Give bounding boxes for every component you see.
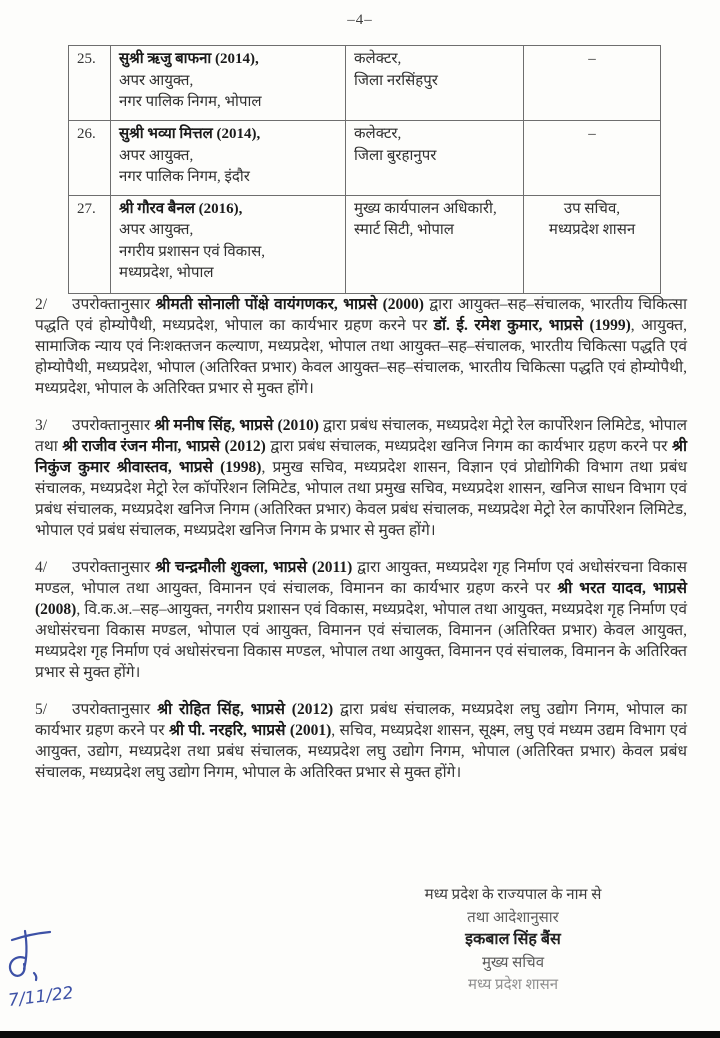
signature-stroke-tail xyxy=(34,973,36,980)
officer-name: सुश्री भव्या मित्तल (2014), xyxy=(119,126,261,142)
officer-name-run: श्री चन्द्रमौली शुक्ला, भाप्रसे (2011) xyxy=(155,559,353,576)
text-run: द्वारा प्रबंध संचालक, मध्यप्रदेश खनिज निगम का कार्यभार ग्रहण करने पर xyxy=(265,438,672,455)
officer-line: नगर पालिक निगम, इंदौर xyxy=(119,169,250,185)
posting-line: मुख्य कार्यपालन अधिकारी, xyxy=(354,200,497,217)
officer-line: अपर आयुक्त, xyxy=(119,147,194,164)
order-paragraph xyxy=(35,415,687,541)
text-run: उपरोक्तानुसार xyxy=(72,296,156,313)
posting-line: जिला नरसिंहपुर xyxy=(354,72,438,89)
officer-name-run: श्री भरत यादव, भाप्रसे (2008) xyxy=(35,580,688,618)
text-run: द्वारा प्रबंध संचालक, मध्यप्रदेश लघु उद्योग निगम, भोपाल का कार्यभार ग्रहण करने पर xyxy=(35,701,687,739)
table-row xyxy=(69,46,661,121)
paragraph-number: 5/ xyxy=(35,701,48,718)
officers-table xyxy=(68,45,661,294)
text-run: उपरोक्तानुसार xyxy=(72,559,156,576)
page-number: –4– xyxy=(347,12,373,28)
cell-serial: 26. xyxy=(69,121,111,196)
signatory-name: इकबाल सिंह बैंस xyxy=(465,931,561,948)
posting-line: कलेक्टर, xyxy=(354,126,402,142)
officer-name-run: श्री पी. नरहरि, भाप्रसे (2001) xyxy=(168,722,332,739)
remarks-line: उप सचिव, xyxy=(563,200,621,217)
officer-line: अपर आयुक्त, xyxy=(119,222,194,238)
cell-officer xyxy=(111,121,346,196)
officer-name-run: श्री निकुंज कुमार श्रीवास्तव, भाप्रसे (1998) xyxy=(35,438,687,476)
cell-posting xyxy=(346,121,524,196)
cell-serial: 25. xyxy=(69,46,111,121)
text-run: , सचिव, मध्यप्रदेश शासन, सूक्ष्म, लघु एवं मध्यम उद्यम विभाग एवं आयुक्त, उद्योग, मध्यप्रदेश तथा प्रबंध संचालक, मध्यप्रदेश लघु उद्योग निगम, भोपाल (अतिरिक्त प्रभार) केवल प्रबंध संचालक, मध्यप्रदेश लघु उद्योग निगम, भोपाल के अतिरिक्त प्रभार से मुक्त होंगे। xyxy=(35,722,687,781)
cell-officer xyxy=(111,46,346,121)
text-run: उपरोक्तानुसार xyxy=(72,417,155,434)
text-run: , प्रमुख सचिव, मध्यप्रदेश शासन, विज्ञान एवं प्रोद्योगिकी विभाग तथा प्रबंध संचालक, मध्यप्रदेश मेट्रो रेल कॉर्पोरेशन लिमिटेड, भोपाल तथा प्रमुख सचिव, मध्यप्रदेश शासन, खनिज साधन विभाग एवं प्रबंध संचालक, मध्यप्रदेश खनिज निगम (अतिरिक्त प्रभार) केवल प्रबंध संचालक, मध्यप्रदेश मेट्रो रेल कार्पोरेशन लिमिटेड, भोपाल एवं प्रबंध संचालक, मध्यप्रदेश खनिज निगम के प्रभार से मुक्त होंगे। xyxy=(35,459,687,539)
signature-stroke-loop xyxy=(10,957,25,976)
order-paragraph xyxy=(35,699,687,783)
remarks-line: मध्यप्रदेश शासन xyxy=(548,222,636,238)
signature-block xyxy=(363,884,663,997)
cell-remarks xyxy=(524,46,661,121)
officer-line: मध्यप्रदेश, भोपाल xyxy=(119,265,214,281)
officer-line: नगरीय प्रशासन एवं विकास, xyxy=(119,243,265,260)
officer-name-run: श्री मनीष सिंह, भाप्रसे (2010) xyxy=(154,417,319,434)
cell-officer xyxy=(111,195,346,293)
signature-stroke-topbar xyxy=(12,932,50,940)
handwritten-date: 7/11/22 xyxy=(7,983,75,1011)
signature-order-line: तथा आदेशानुसार xyxy=(467,909,559,926)
text-run: , वि.क.अ.–सह–आयुक्त, नगरीय प्रशासन एवं विकास, मध्यप्रदेश, भोपाल तथा आयुक्त, मध्यप्रदेश गृह निर्माण एवं अधोसंरचना विकास मण्डल, भोपाल एवं आयुक्त, विमानन एवं संचालक, विमानन (अतिरिक्त प्रभार) केवल आयुक्त, मध्यप्रदेश गृह निर्माण एवं अधोसंरचना विकास मण्डल, भोपाल तथा आयुक्त, विमानन एवं संचालक, विमानन के अतिरिक्त प्रभार से मुक्त होंगे। xyxy=(35,601,687,681)
posting-line: कलेक्टर, xyxy=(354,51,402,67)
order-paragraph xyxy=(35,557,687,683)
table-row xyxy=(69,195,661,293)
scan-bottom-bar xyxy=(0,1031,720,1038)
cell-posting xyxy=(346,195,524,293)
text-run: उपरोक्तानुसार xyxy=(72,701,158,718)
officer-name: श्री गौरव बैनल (2016), xyxy=(119,200,243,217)
handwritten-signature xyxy=(2,918,102,1018)
officer-name: सुश्री ऋजु बाफना (2014), xyxy=(119,51,259,67)
cell-remarks xyxy=(524,121,661,196)
text-run: द्वारा आयुक्त–सह–संचालक, भारतीय चिकित्सा पद्धति एवं होम्योपैथी, मध्यप्रदेश, भोपाल का कार्यभार ग्रहण करने पर xyxy=(35,296,687,334)
order-paragraphs xyxy=(35,294,687,799)
text-run: द्वारा प्रबंध संचालक, मध्यप्रदेश मेट्रो रेल कार्पोरेशन लिमिटेड, भोपाल तथा xyxy=(35,417,687,455)
officers-table-body xyxy=(69,46,661,294)
officer-name-run: श्री राजीव रंजन मीना, भाप्रसे (2012) xyxy=(62,438,266,455)
officer-line: अपर आयुक्त, xyxy=(119,72,194,89)
officer-name-run: श्रीमती सोनाली पोंक्षे वायंगणकर, भाप्रसे (2000) xyxy=(155,296,424,313)
cell-remarks xyxy=(524,195,661,293)
remarks-line: – xyxy=(588,51,596,67)
posting-line: स्मार्ट सिटी, भोपाल xyxy=(354,222,454,238)
text-run: द्वारा आयुक्त, मध्यप्रदेश गृह निर्माण एवं अधोसंरचना विकास मण्डल, भोपाल तथा आयुक्त, विमानन एवं संचालक, विमानन का कार्यभार ग्रहण करने पर xyxy=(35,559,687,597)
cell-posting xyxy=(346,46,524,121)
signature-authority-line: मध्य प्रदेश के राज्यपाल के नाम से xyxy=(424,887,602,903)
order-paragraph xyxy=(35,294,687,399)
remarks-line: – xyxy=(588,126,596,142)
text-run: , आयुक्त, सामाजिक न्याय एवं निःशक्तजन कल्याण, मध्यप्रदेश, भोपाल तथा आयुक्त–सह–संचालक, भारतीय चिकित्सा पद्धति एवं होम्योपैथी, मध्यप्रदेश, भोपाल (अतिरिक्त प्रभार) केवल आयुक्त–सह–संचालक, भारतीय चिकित्सा पद्धति एवं होम्योपैथी, मध्यप्रदेश, भोपाल के अतिरिक्त प्रभार से मुक्त होंगे। xyxy=(35,317,687,397)
paragraph-number: 2/ xyxy=(35,296,48,313)
officer-name-run: डॉ. ई. रमेश कुमार, भाप्रसे (1999) xyxy=(433,317,631,334)
table-row xyxy=(69,121,661,196)
signatory-org: मध्य प्रदेश शासन xyxy=(467,977,559,993)
signatory-title: मुख्य सचिव xyxy=(481,954,545,971)
cell-serial: 27. xyxy=(69,195,111,293)
paragraph-number: 4/ xyxy=(35,559,48,576)
officer-name-run: श्री रोहित सिंह, भाप्रसे (2012) xyxy=(157,701,334,718)
officer-line: नगर पालिक निगम, भोपाल xyxy=(119,94,262,110)
paragraph-number: 3/ xyxy=(35,417,48,434)
posting-line: जिला बुरहानुपर xyxy=(354,147,437,164)
